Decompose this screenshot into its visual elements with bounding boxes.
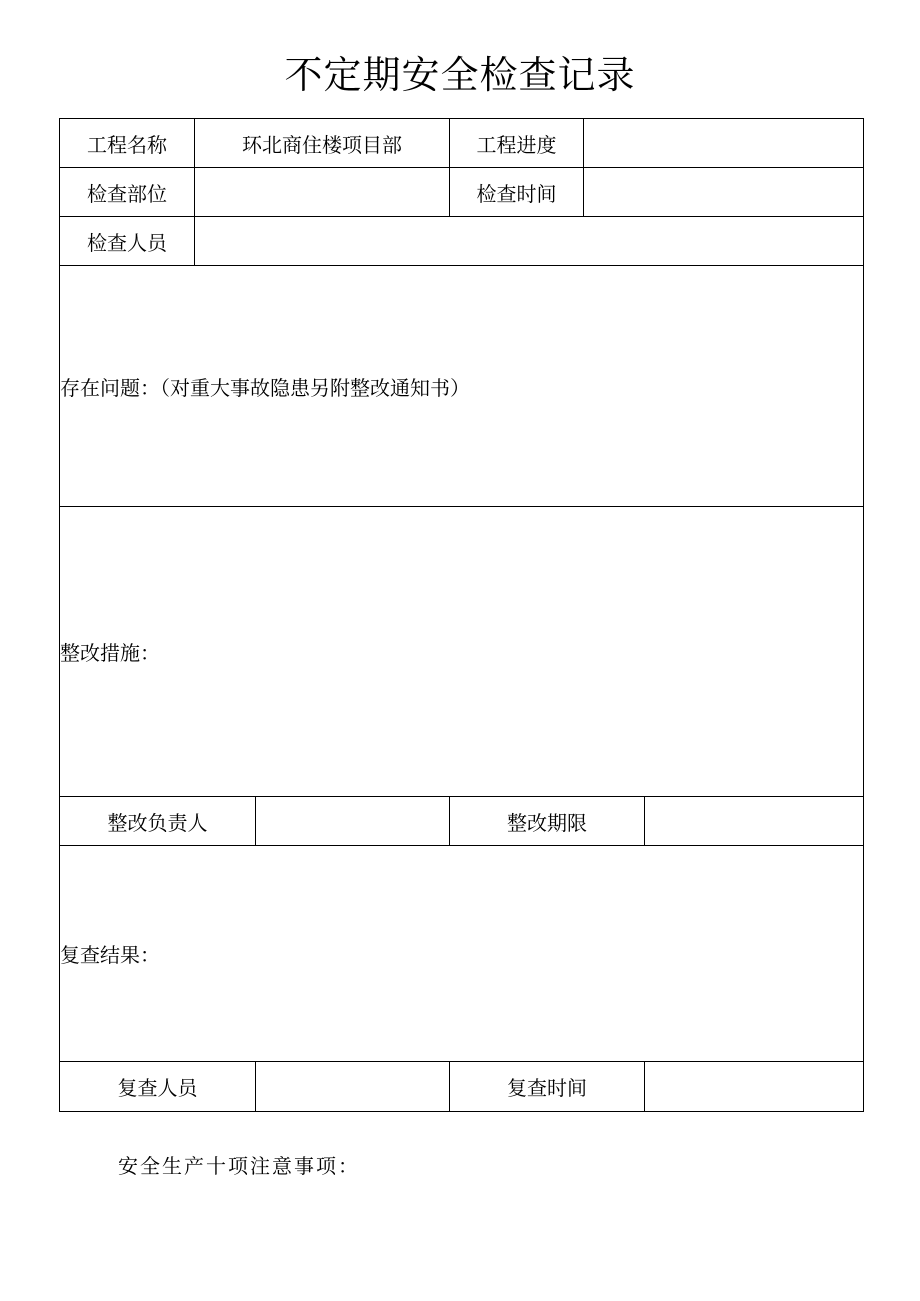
deadline-label: 整改期限	[450, 797, 645, 846]
inspection-form-table	[59, 118, 864, 1112]
row-review	[60, 1062, 864, 1112]
progress-field[interactable]	[584, 119, 864, 168]
row-project	[60, 119, 864, 168]
measures-field[interactable]	[60, 507, 864, 797]
row-inspector	[60, 217, 864, 266]
row-measures	[60, 507, 864, 797]
inspect-time-field[interactable]	[584, 168, 864, 217]
responsible-field[interactable]	[256, 797, 450, 846]
deadline-field[interactable]	[645, 797, 864, 846]
measures-label: 整改措施：	[60, 641, 160, 665]
problems-label: 存在问题：（对重大事故隐患另附整改通知书）	[60, 375, 470, 400]
inspect-time-label: 检查时间	[450, 168, 584, 217]
review-result-label: 复查结果：	[60, 943, 160, 967]
progress-label: 工程进度	[450, 119, 584, 168]
reviewer-label: 复查人员	[60, 1062, 256, 1112]
responsible-label: 整改负责人	[60, 797, 256, 846]
inspector-field[interactable]	[195, 217, 864, 266]
review-time-label: 复查时间	[450, 1062, 645, 1112]
inspect-part-label: 检查部位	[60, 168, 195, 217]
review-time-field[interactable]	[645, 1062, 864, 1112]
inspector-label: 检查人员	[60, 217, 195, 266]
page-title: 不定期安全检查记录	[284, 53, 636, 97]
row-review-result	[60, 846, 864, 1062]
row-rectification	[60, 797, 864, 846]
project-name-label: 工程名称	[60, 119, 195, 168]
row-problems	[60, 266, 864, 507]
review-result-field[interactable]	[60, 846, 864, 1062]
problems-field[interactable]	[60, 266, 864, 507]
row-inspection	[60, 168, 864, 217]
safety-notes-heading: 安全生产十项注意事项：	[118, 1154, 360, 1178]
project-name-field[interactable]: 环北商住楼项目部	[195, 119, 450, 168]
inspect-part-field[interactable]	[195, 168, 450, 217]
reviewer-field[interactable]	[256, 1062, 450, 1112]
